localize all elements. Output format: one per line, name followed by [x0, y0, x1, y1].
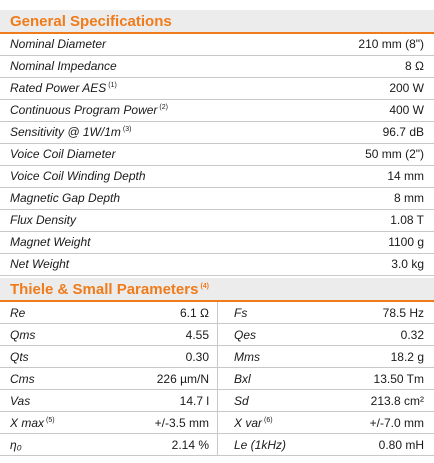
spec-value: 200 W	[389, 81, 424, 95]
thiele-small-title: Thiele & Small Parameters $^{(4)}$	[10, 281, 209, 298]
parameter-label: X var $^{(6)}$	[234, 416, 273, 430]
spec-label: Voice Coil Diameter	[10, 147, 116, 161]
parameter-label: Bxl	[234, 372, 251, 386]
spec-value: 210 mm (8")	[358, 37, 424, 51]
spec-label: Nominal Diameter	[10, 37, 107, 51]
spec-label: Voice Coil Winding Depth	[10, 169, 146, 183]
parameter-value: 0.32	[400, 328, 424, 342]
general-specifications-header	[0, 10, 434, 34]
thiele-small-title-footnote: (4)	[200, 283, 209, 290]
spec-row	[0, 100, 434, 122]
spec-footnote: (3)	[122, 126, 132, 133]
parameter-label: Fs	[234, 306, 248, 320]
column-divider	[217, 302, 218, 456]
parameter-value: 0.30	[185, 350, 209, 364]
spec-row	[0, 254, 434, 276]
parameter-label: Sd	[234, 394, 249, 408]
spec-label: Flux Density	[10, 213, 77, 227]
parameter-value: 213.8 cm²	[370, 394, 424, 408]
spec-value: 50 mm (2")	[365, 147, 424, 161]
spec-label: Sensitivity @ 1W/1m $^{(3)}$	[10, 125, 132, 139]
spec-row	[0, 232, 434, 254]
parameter-value: 2.14 %	[171, 438, 209, 452]
parameter-label: η₀	[10, 438, 22, 452]
parameter-value: 18.2 g	[390, 350, 424, 364]
spec-label: Magnet Weight	[10, 235, 91, 249]
parameter-label: Le (1kHz)	[234, 438, 287, 452]
parameter-label: Qts	[10, 350, 29, 364]
parameter-value: +/-3.5 mm	[154, 416, 209, 430]
parameter-value: 13.50 Tm	[373, 372, 424, 386]
spec-row	[0, 210, 434, 232]
parameter-label: Vas	[10, 394, 31, 408]
parameter-value: 226 µm/N	[156, 372, 209, 386]
spec-value: 96.7 dB	[382, 125, 424, 139]
spec-row	[0, 188, 434, 210]
spec-label: Rated Power AES $^{(1)}$	[10, 81, 117, 95]
parameter-label: Cms	[10, 372, 35, 386]
parameter-label: Qms	[10, 328, 36, 342]
parameter-value: 78.5 Hz	[382, 306, 424, 320]
spec-row	[0, 34, 434, 56]
spec-value: 14 mm	[387, 169, 424, 183]
parameter-value: +/-7.0 mm	[369, 416, 424, 430]
parameter-footnote: (6)	[264, 417, 273, 424]
spec-label: Continuous Program Power $^{(2)}$	[10, 103, 168, 117]
thiele-small-header	[0, 278, 434, 302]
parameter-label: Mms	[234, 350, 260, 364]
parameter-label: Re	[10, 306, 26, 320]
spec-label: Nominal Impedance	[10, 59, 117, 73]
parameter-label: Qes	[234, 328, 257, 342]
parameter-value: 14.7 l	[179, 394, 209, 408]
parameter-value: 0.80 mH	[378, 438, 424, 452]
parameter-value: 4.55	[185, 328, 209, 342]
spec-footnote: (2)	[159, 104, 168, 111]
parameter-value: 6.1 Ω	[180, 306, 209, 320]
spec-row	[0, 122, 434, 144]
spec-value: 1100 g	[388, 235, 424, 249]
parameter-footnote: (5)	[46, 417, 55, 424]
spec-label: Magnetic Gap Depth	[10, 191, 121, 205]
spec-value: 400 W	[389, 103, 424, 117]
spec-value: 8 Ω	[405, 59, 424, 73]
spec-row	[0, 166, 434, 188]
spec-value: 1.08 T	[390, 213, 424, 227]
spec-footnote: (1)	[108, 82, 117, 89]
spec-row	[0, 56, 434, 78]
general-specifications-title: General Specifications	[10, 13, 172, 30]
spec-row	[0, 78, 434, 100]
parameter-label: X max $^{(5)}$	[10, 416, 55, 430]
spec-value: 3.0 kg	[391, 257, 424, 271]
spec-row	[0, 144, 434, 166]
spec-label: Net Weight	[10, 257, 70, 271]
spec-value: 8 mm	[394, 191, 424, 205]
